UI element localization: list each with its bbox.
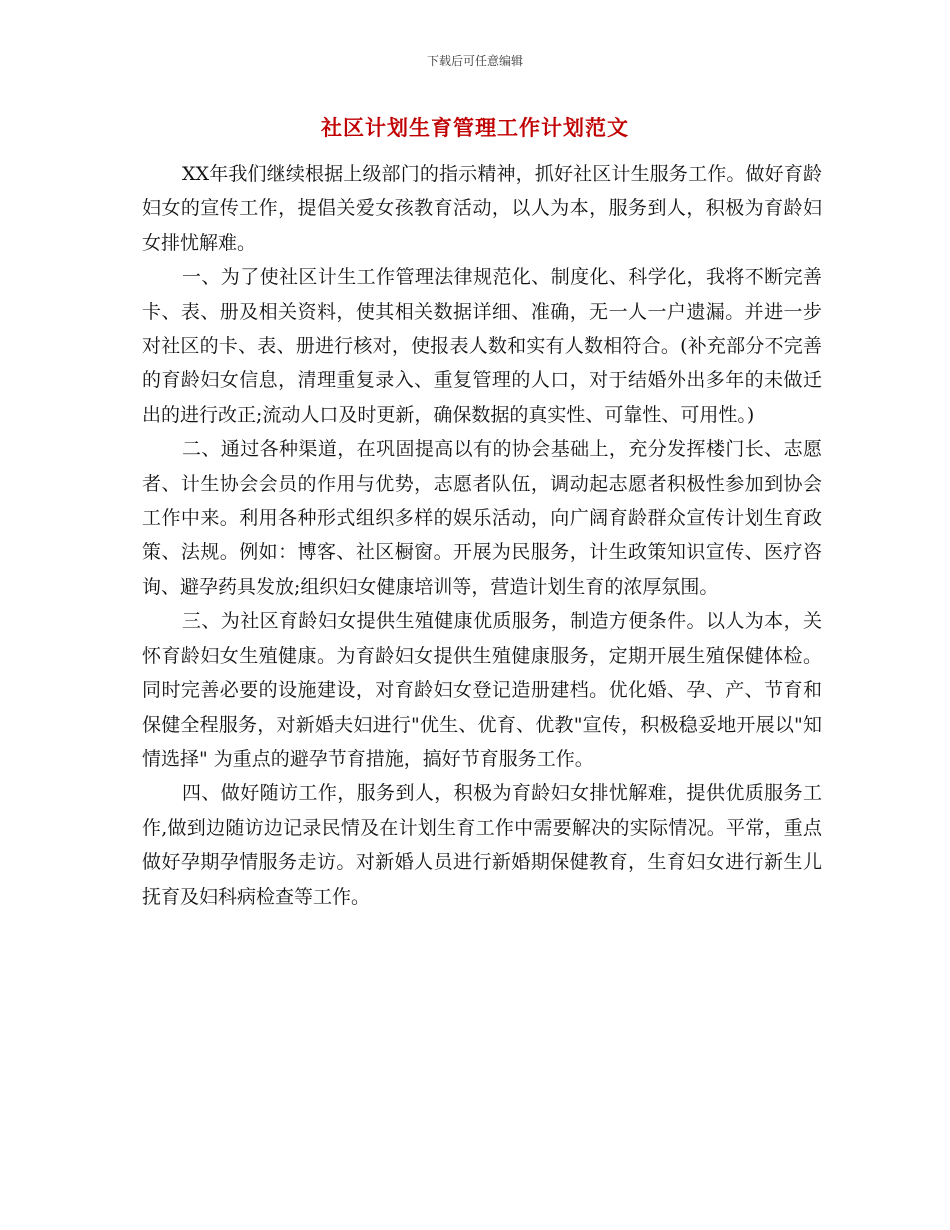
paragraph-section-4: 四、做好随访工作，服务到人，积极为育龄妇女排忧解难，提供优质服务工作,做到边随访边记录民情及在计划生育工作中需要解决的实际情况。平常，重点做好孕期孕情服务走访。对新婚人员进行新婚期保健教育，生育妇女进行新生儿抚育及妇科病检查等工作。	[142, 782, 822, 908]
paragraph-section-2: 二、通过各种渠道，在巩固提高以有的协会基础上，充分发挥楼门长、志愿者、计生协会会员的作用与优势，志愿者队伍，调动起志愿者积极性参加到协会工作中来。利用各种形式组织多样的娱乐活动，向广阔育龄群众宣传计划生育政策、法规。例如：博客、社区橱窗。开展为民服务，计生政策知识宣传、医疗咨询、避孕药具发放;组织妇女健康培训等，营造计划生育的浓厚氛围。	[142, 438, 822, 598]
paragraph-intro: XX年我们继续根据上级部门的指示精神，抓好社区计生服务工作。做好育龄妇女的宣传工作，提倡关爱女孩教育活动，以人为本，服务到人，积极为育龄妇女排忧解难。	[142, 163, 822, 254]
paragraph-section-1: 一、为了使社区计生工作管理法律规范化、制度化、科学化，我将不断完善卡、表、册及相关资料，使其相关数据详细、准确，无一人一户遗漏。并进一步对社区的卡、表、册进行核对，使报表人数和实有人数相符合。(补充部分不完善的育龄妇女信息，清理重复录入、重复管理的人口，对于结婚外出多年的未做迁出的进行改正;流动人口及时更新，确保数据的真实性、可靠性、可用性。)	[142, 266, 822, 426]
document-body	[142, 157, 822, 914]
header-note: 下载后可任意编辑	[426, 54, 523, 68]
document-title: 社区计划生育管理工作计划范文	[321, 116, 629, 140]
paragraph-section-3: 三、为社区育龄妇女提供生殖健康优质服务，制造方便条件。以人为本，关怀育龄妇女生殖健康。为育龄妇女提供生殖健康服务，定期开展生殖保健体检。同时完善必要的设施建设，对育龄妇女登记造册建档。优化婚、孕、产、节育和保健全程服务，对新婚夫妇进行"优生、优育、优教"宣传，积极稳妥地开展以"知情选择" 为重点的避孕节育措施，搞好节育服务工作。	[142, 610, 822, 770]
